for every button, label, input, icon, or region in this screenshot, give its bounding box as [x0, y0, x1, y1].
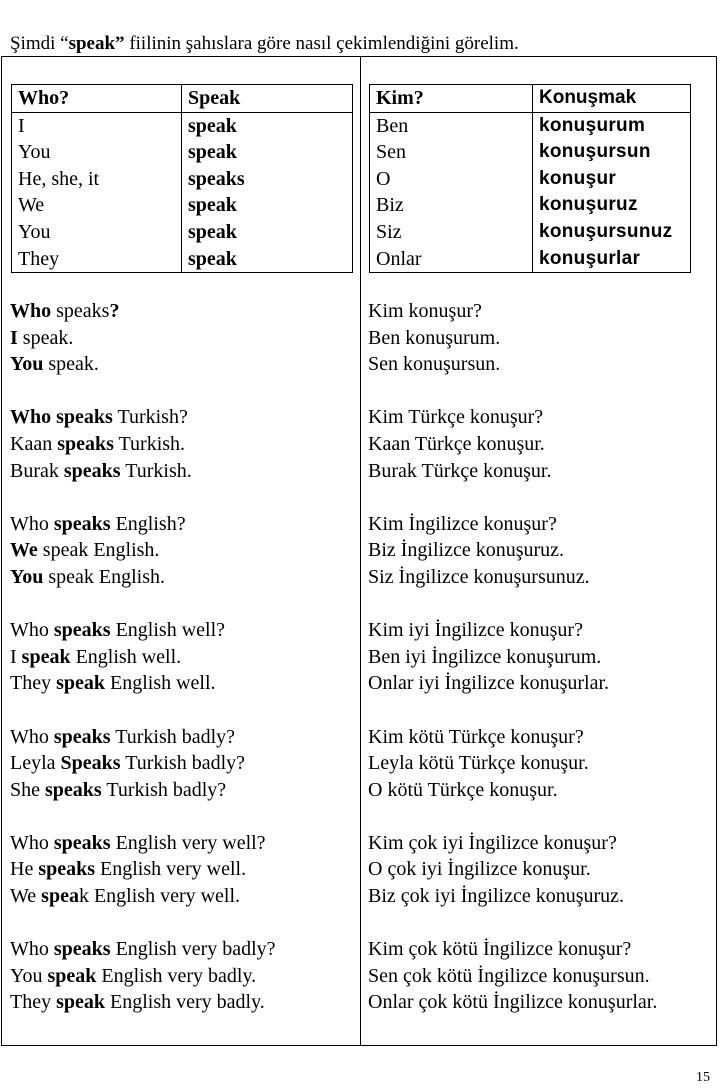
text-run: speak English.: [37, 539, 160, 562]
text-run: You: [10, 964, 48, 987]
text-run: English well.: [70, 645, 182, 668]
bold-text: speak: [56, 672, 105, 695]
text-run: Şimdi “: [10, 33, 69, 54]
verb-cell: konuşursun: [533, 139, 691, 166]
verb-cell: speaks: [182, 166, 353, 193]
example-sentence: Onlar çok kötü İngilizce konuşurlar.: [368, 991, 658, 1014]
table-row: [12, 192, 353, 219]
example-group: [368, 936, 713, 1016]
header-speak: Speak: [182, 85, 353, 113]
text-run: English very badly.: [96, 964, 257, 987]
example-group: [368, 298, 713, 378]
text-run: Who: [10, 512, 54, 535]
pronoun-cell: Onlar: [370, 246, 533, 273]
verb-cell: speak: [182, 192, 353, 219]
example-group: [10, 404, 355, 484]
text-run: English well.: [105, 672, 216, 695]
text-run: Turkish.: [113, 432, 186, 455]
example-sentence: Kim çok iyi İngilizce konuşur?: [368, 831, 617, 854]
text-run: speak English.: [43, 565, 166, 588]
example-sentence: O kötü Türkçe konuşur.: [368, 778, 558, 801]
text-run: They: [10, 672, 57, 695]
pronoun-cell: Siz: [370, 219, 533, 246]
example-group: [10, 298, 355, 378]
text-run: k English very well.: [78, 885, 241, 908]
example-group: [10, 511, 355, 591]
example-group: [368, 617, 713, 697]
verb-cell: speak: [182, 112, 353, 139]
verb-cell: konuşurum: [533, 112, 691, 139]
text-run: speak.: [43, 353, 99, 376]
table-row: [12, 246, 353, 273]
bold-text: I: [10, 326, 18, 349]
text-run: She: [10, 778, 45, 801]
example-sentence: [10, 564, 355, 591]
example-sentence: Kim çok kötü İngilizce konuşur?: [368, 938, 632, 961]
pronoun-cell: O: [370, 166, 533, 193]
table-header-row: [370, 85, 691, 113]
bold-text: speaks: [63, 459, 121, 482]
example-sentence: O çok iyi İngilizce konuşur.: [368, 858, 591, 881]
bold-text: We: [10, 539, 38, 562]
bold-text: speak”: [68, 33, 125, 54]
bold-text: speaks: [53, 725, 111, 748]
example-sentence: Sen konuşursun.: [368, 353, 501, 376]
example-sentence: Ben iyi İngilizce konuşurum.: [368, 645, 602, 668]
table-header-row: [12, 85, 353, 113]
text-run: Who: [10, 938, 54, 961]
bold-text: Who speaks: [10, 406, 113, 429]
example-sentence: [10, 404, 355, 431]
pronoun-cell: Ben: [370, 112, 533, 139]
text-run: Turkish badly?: [120, 752, 246, 775]
text-run: He: [10, 858, 39, 881]
example-sentence: [10, 963, 355, 990]
example-sentence: [10, 830, 355, 857]
example-sentence: Kim İngilizce konuşur?: [368, 512, 557, 535]
text-run: Who: [10, 619, 54, 642]
verb-cell: konuşuruz: [533, 192, 691, 219]
text-run: Burak: [10, 459, 64, 482]
turkish-examples: [368, 298, 713, 1043]
table-row: [370, 192, 691, 219]
example-sentence: Onlar iyi İngilizce konuşurlar.: [368, 672, 610, 695]
page-number: 15: [696, 1070, 710, 1085]
table-row: [12, 139, 353, 166]
verb-cell: konuşurlar: [533, 246, 691, 273]
text-run: Who: [10, 725, 54, 748]
text-run: English very well.: [95, 858, 247, 881]
table-row: [370, 139, 691, 166]
table-row: [12, 166, 353, 193]
pronoun-cell: You: [12, 219, 182, 246]
example-sentence: Kim Türkçe konuşur?: [368, 406, 544, 429]
example-sentence: Leyla kötü Türkçe konuşur.: [368, 752, 589, 775]
verb-cell: speak: [182, 246, 353, 273]
example-group: [368, 404, 713, 484]
verb-cell: speak: [182, 219, 353, 246]
example-group: [368, 830, 713, 910]
example-sentence: [10, 644, 355, 671]
example-sentence: Siz İngilizce konuşursunuz.: [368, 565, 590, 588]
example-sentence: Ben konuşurum.: [368, 326, 501, 349]
example-sentence: [10, 325, 355, 352]
text-run: They: [10, 991, 57, 1014]
table-row: [370, 166, 691, 193]
bold-text: speaks: [53, 938, 111, 961]
text-run: English very badly.: [105, 991, 265, 1014]
bold-text: speak: [47, 964, 97, 987]
bold-text: Who: [10, 300, 52, 322]
bold-text: You: [10, 353, 44, 376]
pronoun-cell: They: [12, 246, 182, 273]
example-sentence: [10, 936, 355, 963]
table-row: [12, 112, 353, 139]
text-run: I: [10, 645, 22, 668]
text-run: English very badly?: [110, 938, 276, 961]
english-conjugation-table: [11, 84, 353, 273]
example-sentence: [10, 856, 355, 883]
example-sentence: [10, 537, 355, 564]
example-sentence: Kaan Türkçe konuşur.: [368, 432, 545, 455]
bold-text: speaks: [45, 778, 102, 801]
example-sentence: [10, 989, 355, 1016]
bold-text: speak: [21, 645, 71, 668]
example-sentence: [10, 750, 355, 777]
example-group: [10, 830, 355, 910]
bold-text: Speaks: [60, 752, 121, 775]
text-run: Who: [10, 831, 54, 854]
example-sentence: [10, 670, 355, 697]
text-run: Leyla: [10, 752, 61, 775]
text-run: Turkish.: [120, 459, 192, 482]
verb-cell: konuşursunuz: [533, 219, 691, 246]
bold-text: You: [10, 565, 44, 588]
example-sentence: Biz çok iyi İngilizce konuşuruz.: [368, 885, 625, 908]
example-sentence: Biz İngilizce konuşuruz.: [368, 539, 565, 562]
table-row: [370, 246, 691, 273]
english-examples: [10, 298, 355, 1043]
bold-text: speaks: [53, 831, 111, 854]
text-run: English?: [110, 512, 186, 535]
page-heading: [10, 32, 519, 56]
example-sentence: [10, 724, 355, 751]
verb-cell: speak: [182, 139, 353, 166]
example-sentence: Sen çok kötü İngilizce konuşursun.: [368, 964, 650, 987]
text-run: speak.: [17, 326, 74, 349]
example-sentence: [10, 431, 355, 458]
example-sentence: [10, 883, 355, 910]
header-who: Who?: [12, 85, 182, 113]
column-divider: [360, 56, 361, 1046]
example-group: [10, 617, 355, 697]
example-sentence: Kim konuşur?: [368, 300, 482, 322]
pronoun-cell: Sen: [370, 139, 533, 166]
example-sentence: [10, 458, 355, 485]
bold-text: speak: [56, 991, 105, 1014]
pronoun-cell: I: [12, 112, 182, 139]
example-group: [10, 936, 355, 1016]
pronoun-cell: We: [12, 192, 182, 219]
example-sentence: [10, 511, 355, 538]
bold-text: ?: [109, 300, 120, 322]
pronoun-cell: You: [12, 139, 182, 166]
bold-text: speaks: [57, 432, 114, 455]
pronoun-cell: He, she, it: [12, 166, 182, 193]
example-group: [10, 724, 355, 804]
example-sentence: Kim kötü Türkçe konuşur?: [368, 725, 584, 748]
example-group: [368, 511, 713, 591]
text-run: Turkish badly?: [110, 725, 236, 748]
text-run: fiilinin şahıslara göre nasıl çekimlendiğini görelim.: [124, 33, 519, 54]
table-row: [370, 219, 691, 246]
bold-text: speaks: [53, 512, 111, 535]
header-konusmak: Konuşmak: [533, 85, 691, 113]
example-sentence: [10, 351, 355, 378]
header-kim: Kim?: [370, 85, 533, 113]
table-row: [370, 112, 691, 139]
pronoun-cell: Biz: [370, 192, 533, 219]
text-run: English very well?: [110, 831, 266, 854]
example-sentence: [10, 617, 355, 644]
example-sentence: [10, 298, 355, 325]
bold-text: speaks: [38, 858, 96, 881]
text-run: English well?: [110, 619, 226, 642]
text-run: Turkish?: [112, 406, 188, 429]
text-run: Kaan: [10, 432, 58, 455]
text-run: Turkish badly?: [101, 778, 227, 801]
verb-cell: konuşur: [533, 166, 691, 193]
text-run: speaks: [51, 300, 110, 322]
turkish-conjugation-table: [369, 84, 691, 273]
example-sentence: [10, 777, 355, 804]
example-group: [368, 724, 713, 804]
bold-text: spea: [41, 885, 79, 908]
text-run: We: [10, 885, 42, 908]
example-sentence: Kim iyi İngilizce konuşur?: [368, 619, 583, 642]
bold-text: speaks: [53, 619, 111, 642]
table-row: [12, 219, 353, 246]
example-sentence: Burak Türkçe konuşur.: [368, 459, 552, 482]
